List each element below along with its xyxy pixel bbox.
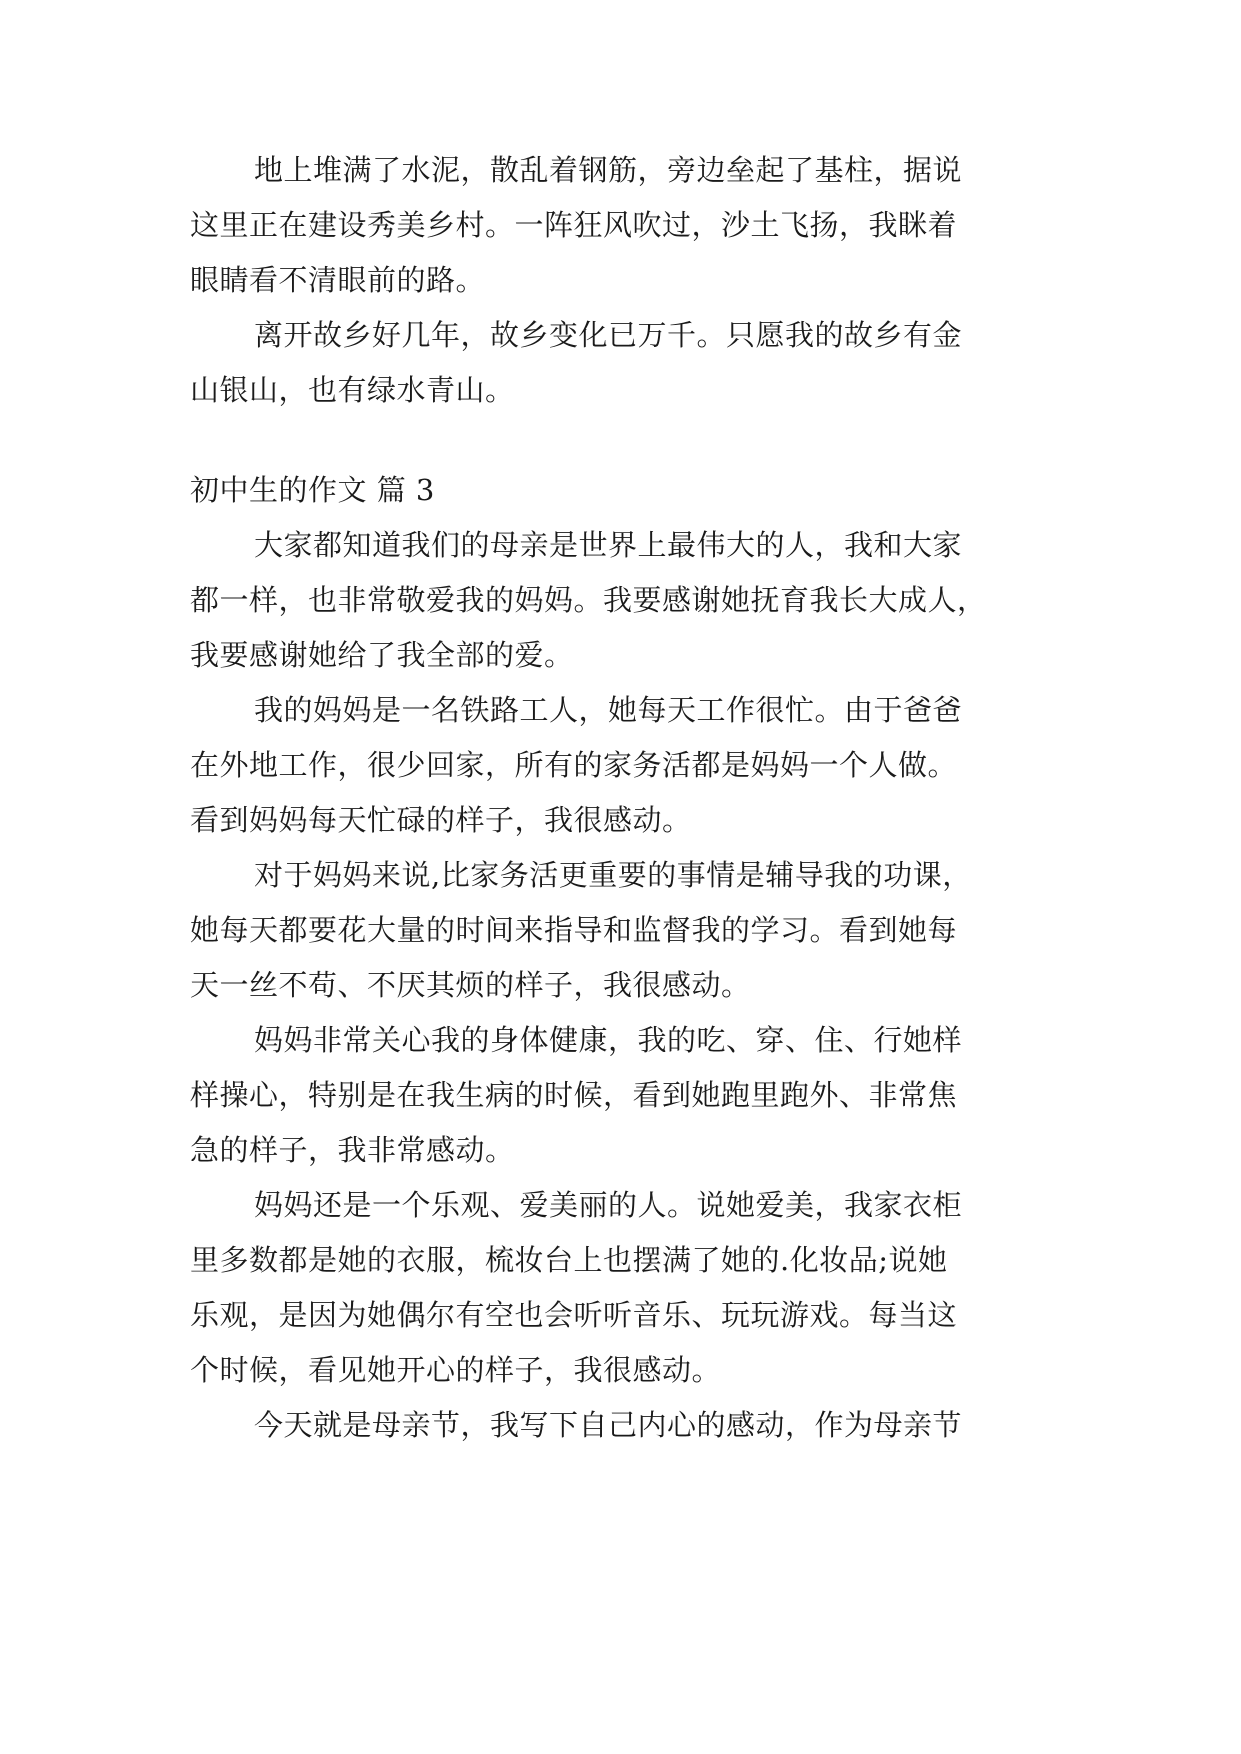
paragraph-line: 我要感谢她给了我全部的爱。 [190,638,574,672]
paragraph-line: 天一丝不苟、不厌其烦的样子，我很感动。 [190,968,751,1002]
paragraph-line: 样操心，特别是在我生病的时候，看到她跑里跑外、非常焦 [190,1078,958,1112]
paragraph-line: 大家都知道我们的母亲是世界上最伟大的人，我和大家 [254,528,963,562]
paragraph-line: 在外地工作，很少回家，所有的家务活都是妈妈一个人做。 [190,748,958,782]
paragraph-line: 我的妈妈是一名铁路工人，她每天工作很忙。由于爸爸 [254,693,963,727]
paragraph-line: 对于妈妈来说,比家务活更重要的事情是辅导我的功课， [254,858,972,892]
paragraph-line: 这里正在建设秀美乡村。一阵狂风吹过，沙土飞扬，我眯着 [190,208,958,242]
section-heading: 初中生的作文 篇 3 [190,473,435,507]
paragraph-line: 地上堆满了水泥，散乱着钢筋，旁边垒起了基柱，据说 [254,153,963,187]
paragraph-line: 妈妈还是一个乐观、爱美丽的人。说她爱美，我家衣柜 [254,1188,963,1222]
paragraph-line: 她每天都要花大量的时间来指导和监督我的学习。看到她每 [190,913,958,947]
paragraph-line: 都一样，也非常敬爱我的妈妈。我要感谢她抚育我长大成人， [190,583,987,617]
paragraph-line: 里多数都是她的衣服，梳妆台上也摆满了她的.化妆品;说她 [190,1243,948,1277]
paragraph-line: 看到妈妈每天忙碌的样子，我很感动。 [190,803,692,837]
paragraph-line: 急的样子，我非常感动。 [190,1133,515,1167]
paragraph-line: 乐观，是因为她偶尔有空也会听听音乐、玩玩游戏。每当这 [190,1298,958,1332]
paragraph-line: 今天就是母亲节，我写下自己内心的感动，作为母亲节 [254,1408,963,1442]
paragraph-line: 离开故乡好几年，故乡变化已万千。只愿我的故乡有金 [254,318,963,352]
paragraph-line: 妈妈非常关心我的身体健康，我的吃、穿、住、行她样 [254,1023,963,1057]
paragraph-line: 山银山，也有绿水青山。 [190,373,515,407]
paragraph-line: 眼睛看不清眼前的路。 [190,263,486,297]
paragraph-line: 个时候，看见她开心的样子，我很感动。 [190,1353,722,1387]
